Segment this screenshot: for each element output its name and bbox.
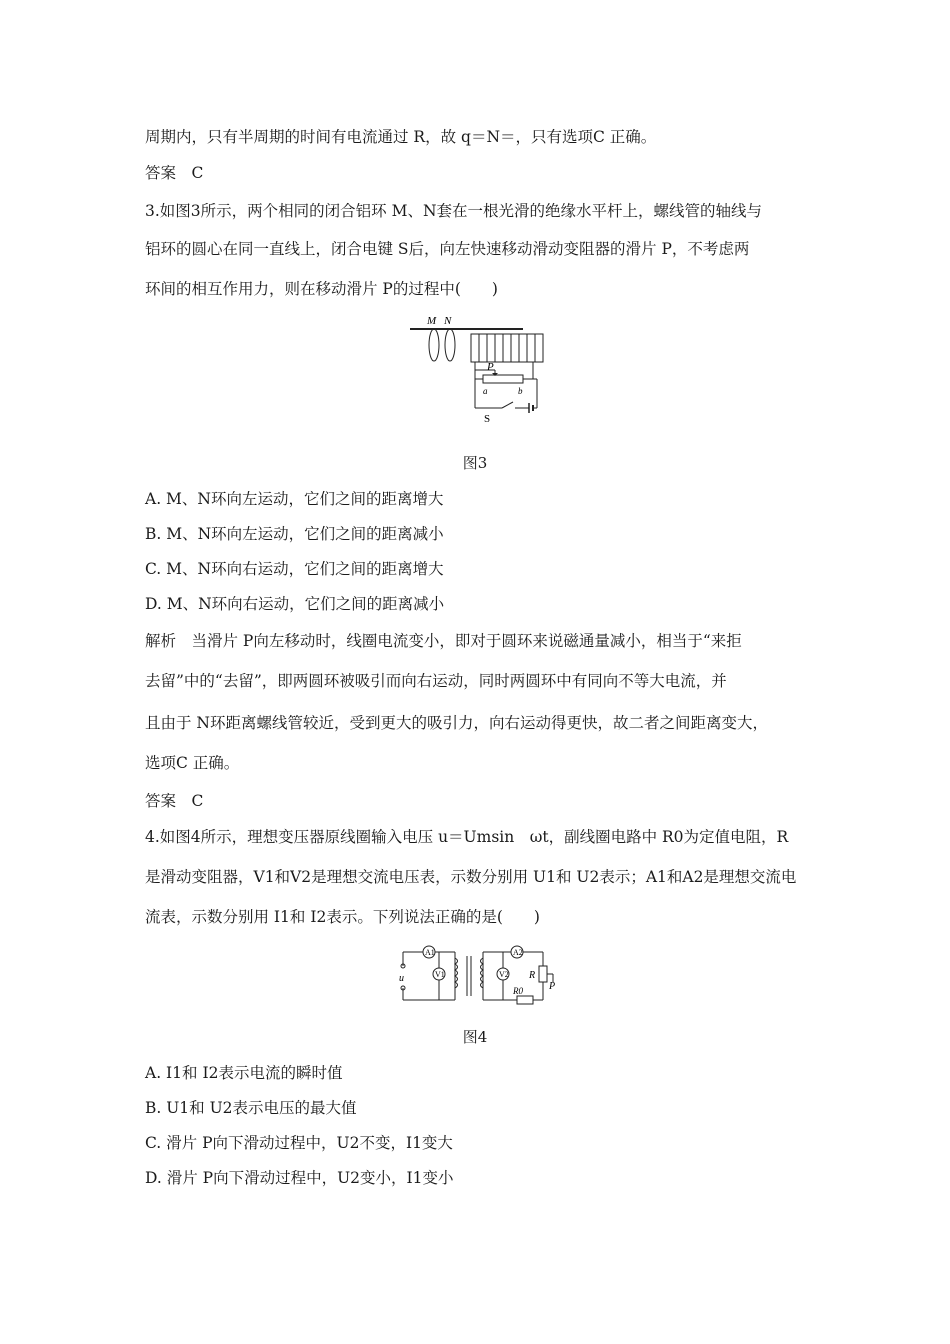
label-P4: P bbox=[549, 981, 556, 992]
q4-option-c: C. 滑片 P向下滑动过程中，U2不变，I1变大 bbox=[145, 1134, 453, 1152]
label-A1: A1 bbox=[425, 948, 435, 957]
q3-option-a: A. M、N环向左运动，它们之间的距离增大 bbox=[145, 490, 444, 508]
label-u: u bbox=[399, 973, 404, 984]
figure-3-caption: 图3 bbox=[462, 454, 488, 472]
q3-stem-line1: 3.如图3所示，两个相同的闭合铝环 M、N套在一根光滑的绝缘水平杆上，螺线管的轴线与 bbox=[145, 202, 763, 220]
q3-stem-line3: 环间的相互作用力，则在移动滑片 P的过程中( ) bbox=[145, 280, 498, 298]
label-R0: R0 bbox=[513, 986, 523, 996]
label-M: M bbox=[427, 315, 437, 327]
q4-option-b: B. U1和 U2表示电压的最大值 bbox=[145, 1099, 357, 1117]
q3-option-d: D. M、N环向右运动，它们之间的距离减小 bbox=[145, 595, 445, 613]
q3-answer: 答案 C bbox=[145, 792, 204, 810]
label-R: R bbox=[529, 970, 536, 981]
label-A2: A2 bbox=[513, 948, 523, 957]
label-S: S bbox=[484, 413, 491, 425]
q4-option-a: A. I1和 I2表示电流的瞬时值 bbox=[145, 1064, 343, 1082]
label-a: a bbox=[483, 386, 488, 396]
label-V2: V2 bbox=[499, 970, 509, 979]
figure-4-circuit bbox=[395, 938, 560, 1010]
q4-stem-line2: 是滑动变阻器，V1和V2是理想交流电压表，示数分别用 U1和 U2表示；A1和A2是理想交流电 bbox=[145, 868, 797, 886]
q3-analysis-line4: 选项C 正确。 bbox=[145, 754, 240, 772]
q3-analysis-line2: 去留”中的“去留”，即两圆环被吸引而向右运动，同时两圆环中有同向不等大电流，并 bbox=[145, 672, 727, 690]
q4-stem-line1: 4.如图4所示，理想变压器原线圈输入电压 u＝Umsin ωt，副线圈电路中 R0为定值电阻，R bbox=[145, 828, 789, 846]
prev-answer: 答案 C bbox=[145, 164, 204, 182]
figure-4-caption: 图4 bbox=[462, 1028, 488, 1046]
q3-analysis-line1: 解析 当滑片 P向左移动时，线圈电流变小，即对于圆环来说磁通量减小，相当于“来拒 bbox=[145, 632, 742, 650]
q3-option-b: B. M、N环向左运动，它们之间的距离减小 bbox=[145, 525, 444, 543]
label-b: b bbox=[518, 386, 523, 396]
q4-option-d: D. 滑片 P向下滑动过程中，U2变小，I1变小 bbox=[145, 1169, 454, 1187]
q3-stem-line2: 铝环的圆心在同一直线上，闭合电键 S后，向左快速移动滑动变阻器的滑片 P，不考虑两 bbox=[145, 240, 750, 258]
q4-stem-line3: 流表，示数分别用 I1和 I2表示。下列说法正确的是( ) bbox=[145, 908, 540, 926]
q3-option-c: C. M、N环向右运动，它们之间的距离增大 bbox=[145, 560, 444, 578]
prev-solution-text: 周期内，只有半周期的时间有电流通过 R，故 q＝N＝，只有选项C 正确。 bbox=[145, 128, 657, 146]
q3-analysis-line3: 且由于 N环距离螺线管较近，受到更大的吸引力，向右运动得更快，故二者之间距离变大， bbox=[145, 714, 768, 732]
label-V1: V1 bbox=[435, 970, 445, 979]
label-P: P bbox=[487, 361, 494, 373]
label-N: N bbox=[444, 315, 452, 327]
figure-3-circuit bbox=[405, 312, 555, 424]
